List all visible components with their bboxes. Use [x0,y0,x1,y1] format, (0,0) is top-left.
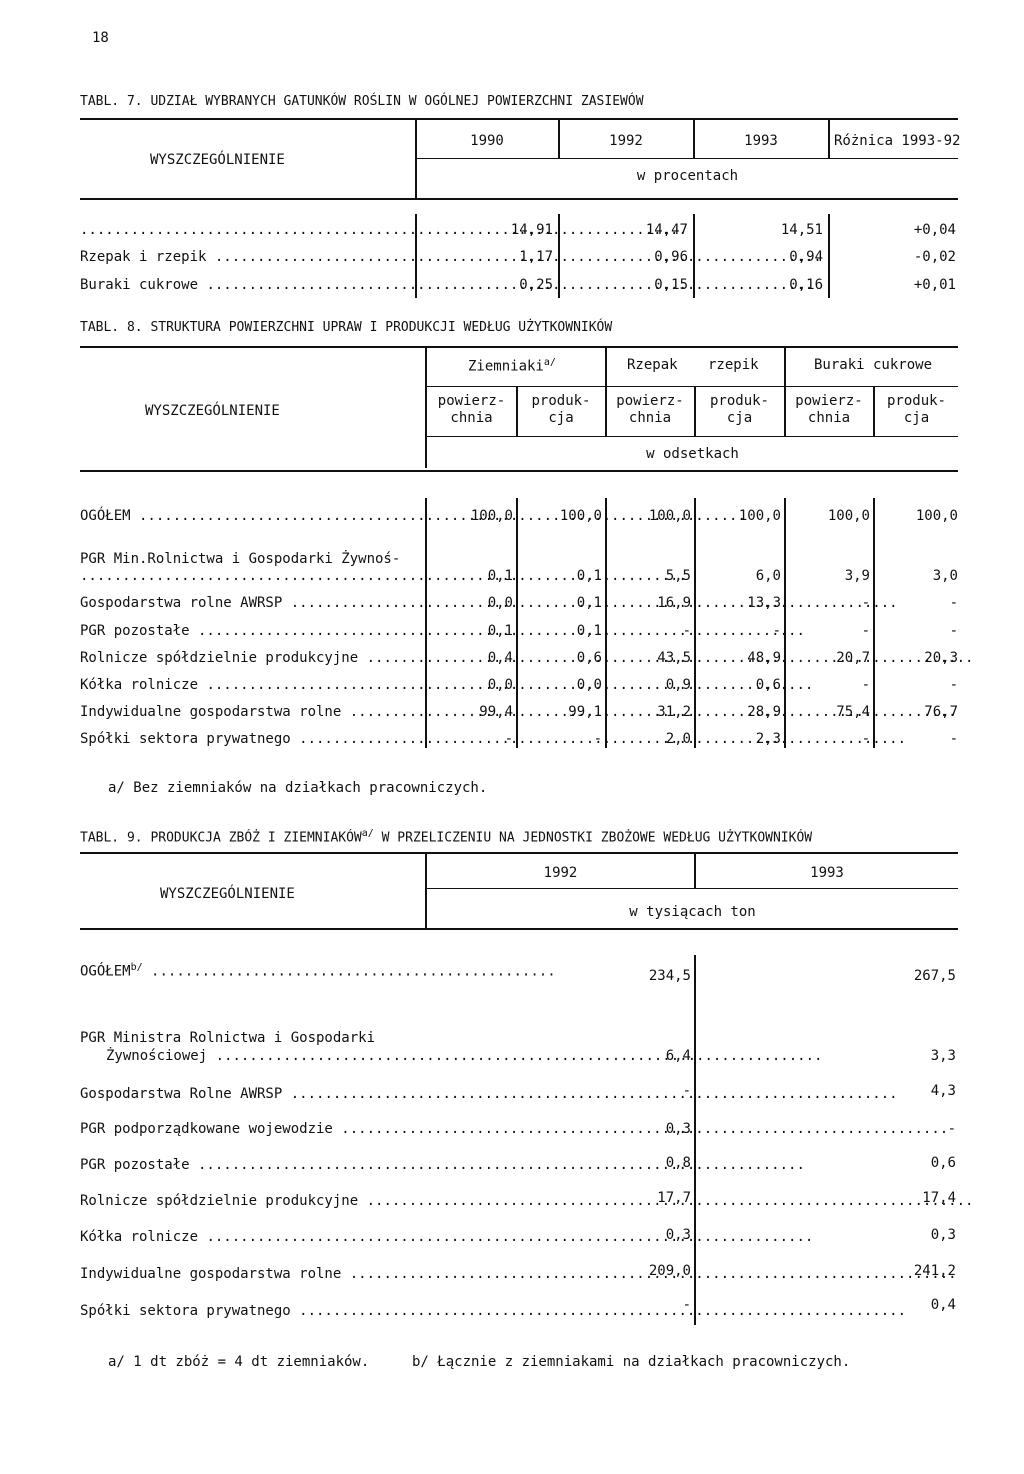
table-8-cell: 0,1 [487,568,513,584]
table-8-total-cell: 100,0 [827,508,870,524]
table-9-footnote-b: b/ Łącznie z ziemniakami na działkach pracowniczych. [412,1354,851,1370]
table-8-total-label: OGÓŁEM ..... [80,508,410,524]
table-8-cell: - [949,623,958,639]
table-9-col-1993: 1993 [810,865,844,881]
table-7-top-rule [80,118,958,120]
table-8-cell: 0,0 [576,677,602,693]
table-8-total-cell: 100,0 [470,508,513,524]
table-7-col-1990: 1990 [470,133,504,149]
table-8-cell: 48,9 [747,650,781,666]
table-7-cell: 1,17 [519,249,553,265]
table-8-cell: - [682,623,691,639]
table-9-cell: 3,3 [930,1048,956,1064]
table-8-cell: 16,9 [657,595,691,611]
table-8-cell: 3,9 [844,568,870,584]
table-9-row-label: Rolnicze spółdzielnie produkcyjne ..... [80,1193,410,1209]
table-8-unit-rule [427,436,958,437]
table-8-cell: 0,4 [487,650,513,666]
table-9-unit: w tysiącach ton [629,904,756,920]
table-8-group-buraki: Buraki cukrowe [814,357,933,373]
table-8-cell: - [949,677,958,693]
table-8-row-label: Spółki sektora prywatnego ..... [80,731,410,747]
table-8-group-ziemniaki: Ziemniaki$^{a/}$ [468,357,556,375]
table-9-row-label: PGR podporządkowane wojewodzie ..... [80,1121,410,1137]
table-7-divider [415,120,417,198]
table-7-cell: 14,51 [780,222,823,238]
table-9-cell: 17,7 [657,1190,691,1206]
table-9-header-label: WYSZCZEGÓLNIENIE [160,886,295,902]
table-8-cell: 20,3 [924,650,958,666]
table-9-cell: - [682,1083,691,1099]
table-8-cell: 2,3 [755,731,781,747]
table-9-cell: 0,3 [930,1227,956,1243]
table-9-row-label: Indywidualne gospodarstwa rolne ..... [80,1266,410,1282]
table-9-header-rule [427,888,958,889]
table-9-row-label: Gospodarstwa Rolne AWRSP ..... [80,1086,410,1102]
table-9-row-label: Spółki sektora prywatnego ..... [80,1303,410,1319]
table-9-title: TABL. 9. PRODUKCJA ZBÓŻ I $ZIEMNIAKÓW^{a/}$ W PRZELICZENIU NA JEDNOSTKI ZBOŻOWE WEDŁUG UŻYTKOWNIKÓW [80,828,813,846]
table-8-cell: 0,0 [487,677,513,693]
table-9-cell: 0,3 [665,1121,691,1137]
table-9-row-label: Kółka rolnicze ..... [80,1229,410,1245]
table-8-cell: 0,9 [665,677,691,693]
table-9-cell: 209,0 [648,1263,691,1279]
table-8-cell: - [861,677,870,693]
table-7-cell: 0,94 [789,249,823,265]
table-9-row-label-cont: Żywnościowej ..... [106,1048,410,1064]
table-9-total-cell: 234,5 [648,968,691,984]
table-8-row-label: Kółka rolnicze ..... [80,677,410,693]
table-8-total-cell: 100,0 [915,508,958,524]
table-7-row-label: Buraki cukrowe ..... [80,277,410,293]
table-9-top-rule [80,852,958,854]
table-8-cell: 0,6 [755,677,781,693]
table-8-cell: - [949,595,958,611]
table-8-cell: - [504,731,513,747]
table-9-cell: 0,8 [665,1155,691,1171]
table-8-header-label: WYSZCZEGÓLNIENIE [145,403,280,419]
table-7-cell: 0,25 [519,277,553,293]
table-7-header-label: WYSZCZEGÓLNIENIE [150,152,285,168]
table-8-group-rzepik: rzepik [708,357,759,373]
table-9-cell: 0,4 [930,1297,956,1313]
table-8-cell: - [772,623,781,639]
table-9-cell: - [682,1297,691,1313]
table-8-header-rule [427,386,958,387]
table-7-cell: 14,91 [510,222,553,238]
table-9-cell: 17,4 [922,1190,956,1206]
table-7-title: TABL. 7. UDZIAŁ WYBRANYCH GATUNKÓW ROŚLIN W OGÓLNEJ POWIERZCHNI ZASIEWÓW [80,94,644,109]
table-9-cell: - [947,1121,956,1137]
table-8-cell: 75,4 [836,704,870,720]
table-7-unit: w procentach [636,168,739,184]
table-8-row-label: PGR Min.Rolnictwa i Gospodarki Żywnoś- [80,551,401,567]
table-8-cell: 0,1 [576,623,602,639]
table-7-cell: +0,04 [913,222,956,238]
table-8-header-bottom-rule [80,470,958,472]
table-8-cell: - [861,731,870,747]
table-8-cell: 99,4 [479,704,513,720]
table-8-cell: 6,0 [755,568,781,584]
table-8-row-label: PGR pozostałe ..... [80,623,410,639]
table-8-cell: 20,7 [836,650,870,666]
table-8-cell: - [861,595,870,611]
table-8-row-label-cont [80,568,410,584]
table-8-unit: w odsetkach [646,446,739,462]
table-8-top-rule [80,346,958,348]
table-9-cell: 0,3 [665,1227,691,1243]
table-9-cell: 241,2 [913,1263,956,1279]
table-9-col-1992: 1992 [543,865,578,881]
table-9-total-label: $OGÓŁEM^{b/}$ ................................................ [80,962,556,980]
table-8-cell: 5,5 [665,568,691,584]
table-8-total-cell: 100,0 [648,508,691,524]
table-7-col-difference: Różnica 1993-92 [834,133,961,149]
table-8-cell: 3,0 [932,568,958,584]
table-7-cell: 14,47 [645,222,688,238]
table-8-cell: 0,1 [576,595,602,611]
table-9-cell: 4,3 [930,1083,956,1099]
table-8-row-label: Indywidualne gospodarstwa rolne ..... [80,704,410,720]
table-8-footnote: a/ Bez ziemniaków na działkach pracowniczych. [108,780,488,796]
table-8-cell: 0,6 [576,650,602,666]
table-8-subcol: produk- cja [709,393,769,426]
table-9-row-label: PGR pozostałe ..... [80,1157,410,1173]
table-8-cell: 0,1 [487,623,513,639]
table-8-total-cell: 100,0 [559,508,602,524]
table-8-subcol: powierz- chnia [437,393,506,426]
table-8-subcol: powierz- chnia [616,393,684,426]
table-8-cell: - [861,623,870,639]
table-8-cell: 13,3 [747,595,781,611]
table-7-col-1993: 1993 [744,133,778,149]
table-8-total-cell: 100,0 [738,508,781,524]
table-7-divider [828,120,830,158]
table-8-cell: 76,7 [924,704,958,720]
table-8-group-rzepak: Rzepak [627,357,678,373]
table-9-row-label: PGR Ministra Rolnictwa i Gospodarki [80,1030,376,1046]
table-7-divider [828,214,830,298]
table-9-cell: 0,6 [930,1155,956,1171]
table-9-total-cell: 267,5 [913,968,956,984]
table-7-cell: 0,16 [789,277,823,293]
table-7-cell: 0,15 [654,277,688,293]
table-8-cell: - [949,731,958,747]
table-7-header-rule [417,158,958,159]
table-8-cell: 43,5 [657,650,691,666]
table-9-footnote-a: a/ 1 dt zbóż = 4 dt ziemniaków. [108,1354,370,1370]
table-8-cell: 0,0 [487,595,513,611]
table-8-subcol: produk- cja [886,393,946,426]
table-9-cell: 6,4 [665,1048,691,1064]
table-8-row-label: Gospodarstwa rolne AWRSP ..... [80,595,410,611]
table-8-cell: 28,9 [747,704,781,720]
table-8-cell: 99,1 [568,704,602,720]
table-7-cell: -0,02 [913,249,956,265]
table-8-subcol: powierz- chnia [795,393,863,426]
table-8-title: TABL. 8. STRUKTURA POWIERZCHNI UPRAW I PRODUKCJI WEDŁUG UŻYTKOWNIKÓW [80,320,613,335]
table-7-row-label [80,222,410,238]
table-7-col-1992: 1992 [609,133,643,149]
table-7-header-bottom-rule [80,198,958,200]
table-9-header-bottom-rule [80,928,958,930]
table-7-cell: +0,01 [913,277,956,293]
table-7-cell: 0,96 [654,249,688,265]
table-8-cell: 2,0 [665,731,691,747]
table-8-subcol: produk- cja [531,393,591,426]
table-7-row-label: Rzepak i rzepik ..... [80,249,410,265]
table-8-divider [605,348,607,386]
table-8-cell: 31,2 [657,704,691,720]
page-number: 18 [92,30,109,46]
table-8-cell: 0,1 [576,568,602,584]
table-8-divider [784,348,786,386]
table-8-row-label: Rolnicze spółdzielnie produkcyjne ..... [80,650,410,666]
table-8-cell: - [593,731,602,747]
